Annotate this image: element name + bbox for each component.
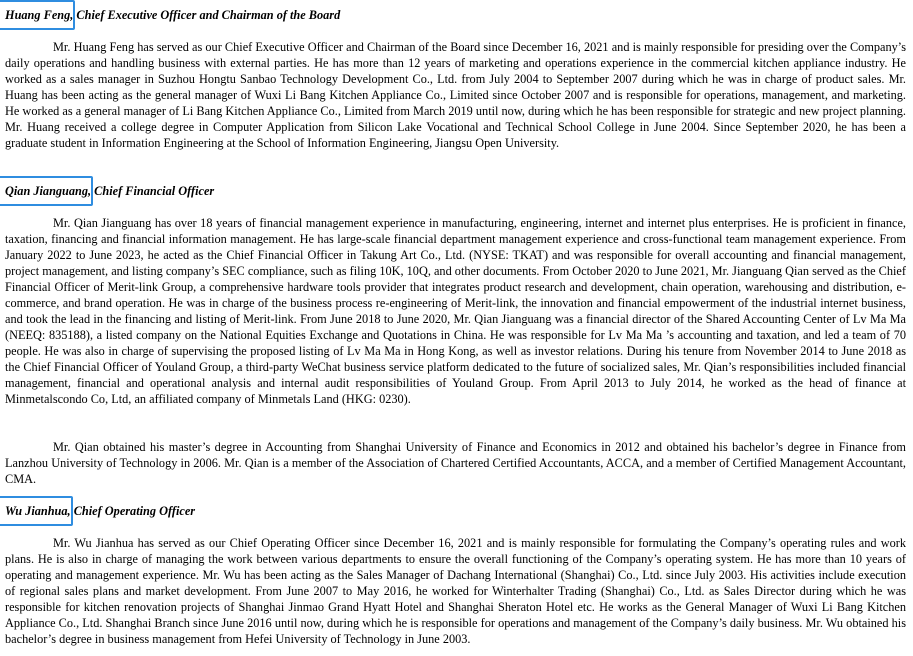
- section-heading-qian-jianguang: [5, 183, 214, 199]
- bio-paragraph: Mr. Wu Jianhua has served as our Chief Operating Officer since December 16, 2021 and is mainly responsible for formulating the Company’s operating rules and work plans. He is also in charge of managing the work between various departments to ensure the overall functioning of the Company’s operating system. He has more than 10 years of operating and management experience. Mr. Wu has been acting as the Sales Manager of Dachang International (Shanghai) Co., Ltd. since July 2003. His activities include execution of regional sales plans and market development. From June 2007 to May 2016, he worked for Winterhalter Trading (Shanghai) Co., Ltd. as Sales Director during which he was responsible for kitchen renovation projects of Shanghai Jinmao Grand Hyatt Hotel and Shanghai Sheraton Hotel etc. He works as the General Manager of Wuxi Li Bang Kitchen Appliance Co., Ltd. Shanghai Branch since June 2016 until now, during which he is responsible for operations and management of the Company’s daily business. Mr. Wu obtained his bachelor’s degree in business management from Hefei University of Technology in June 2003.: [5, 536, 906, 646]
- section-heading-huang-feng: [5, 7, 340, 23]
- highlighted-name: Huang Feng,: [5, 8, 74, 22]
- role-title: Chief Executive Officer and Chairman of the Board: [73, 8, 341, 22]
- bio-paragraph: Mr. Qian Jianguang has over 18 years of financial management experience in manufacturing, engineering, internet and internet plus enterprises. He is proficient in finance, taxation, financing and financial information management. He has large-scale financial department management experience and cross-functional team management experience. From January 2022 to June 2023, he acted as the Chief Financial Officer in Takung Art Co., Ltd. (NYSE: TKAT) and was responsible for overall accounting and financial management, project management, and listing company’s SEC compliance, such as filing 10K, 10Q, and other documents. From October 2020 to June 2021, Mr. Jianguang Qian served as the Chief Financial Officer of Merit-link Group, a comprehensive hardware tools provider that integrates product research and development, chain operation, warehousing and distribution, e-commerce, and brand operation. He was in charge of the business process re-engineering of Merit-link, the innovation and financial empowerment of the industrial internet business, and took the lead in the financing and listing of Merit-link. From June 2018 to June 2020, Mr. Qian Jianguang was a financial director of the Shared Accounting Center of Lv Ma Ma (NEEQ: 835188), a listed company on the National Equities Exchange and Quotations in China. He was responsible for Lv Ma Ma ’s accounting and taxation, and led a team of 70 people. He was also in charge of supervising the proposed listing of Lv Ma Ma in Hong Kong, as well as investor relations. During his tenure from November 2014 to June 2018 as the Chief Financial Officer of Youland Group, a third-party WeChat business service platform dedicated to the future of socialized sales, Mr. Qian’s responsibilities included financial management, financial and operational analysis and internal audit responsibilities of Youland Group. From April 2013 to July 2014, he worked as the head of finance at Minmetalscondo Co, Ltd, an affiliated company of Minmetals Land (HKG: 0230).: [5, 216, 906, 406]
- highlighted-name: Wu Jianhua,: [5, 504, 71, 518]
- bio-paragraph: Mr. Huang Feng has served as our Chief Executive Officer and Chairman of the Board since December 16, 2021 and is mainly responsible for presiding over the Company’s daily operations and handling business with external parties. He has more than 12 years of marketing and operations experience in the commercial kitchen appliance industry. He worked as a sales manager in Suzhou Hongtu Sanbao Technology Development Co., Ltd. from July 2004 to September 2007 during which he was in charge of product sales. Mr. Huang has been acting as the general manager of Wuxi Li Bang Kitchen Appliance Co., Limited since October 2007 and is responsible for operations, management, and marketing. He worked as a general manager of Li Bang Kitchen Appliance Co., Limited from March 2019 until now, during which he has been responsible for strategic and new project planning. Mr. Huang received a college degree in Computer Application from Silicon Lake Vocational and Technical School College in June 2004. Since September 2020, he has been a graduate student in Information Engineering at the School of Information Engineering, Jiangsu Open University.: [5, 40, 906, 150]
- section-heading-wu-jianhua: [5, 503, 195, 519]
- role-title: Chief Operating Officer: [70, 504, 196, 518]
- bio-paragraph: Mr. Qian obtained his master’s degree in Accounting from Shanghai University of Finance and Economics in 2012 and obtained his bachelor’s degree in Finance from Lanzhou University of Technology in 2006. Mr. Qian is a member of the Association of Chartered Certified Accountants, ACCA, and a member of Certified Management Accountant, CMA.: [5, 440, 906, 486]
- role-title: Chief Financial Officer: [91, 184, 215, 198]
- highlighted-name: Qian Jianguang,: [5, 184, 92, 198]
